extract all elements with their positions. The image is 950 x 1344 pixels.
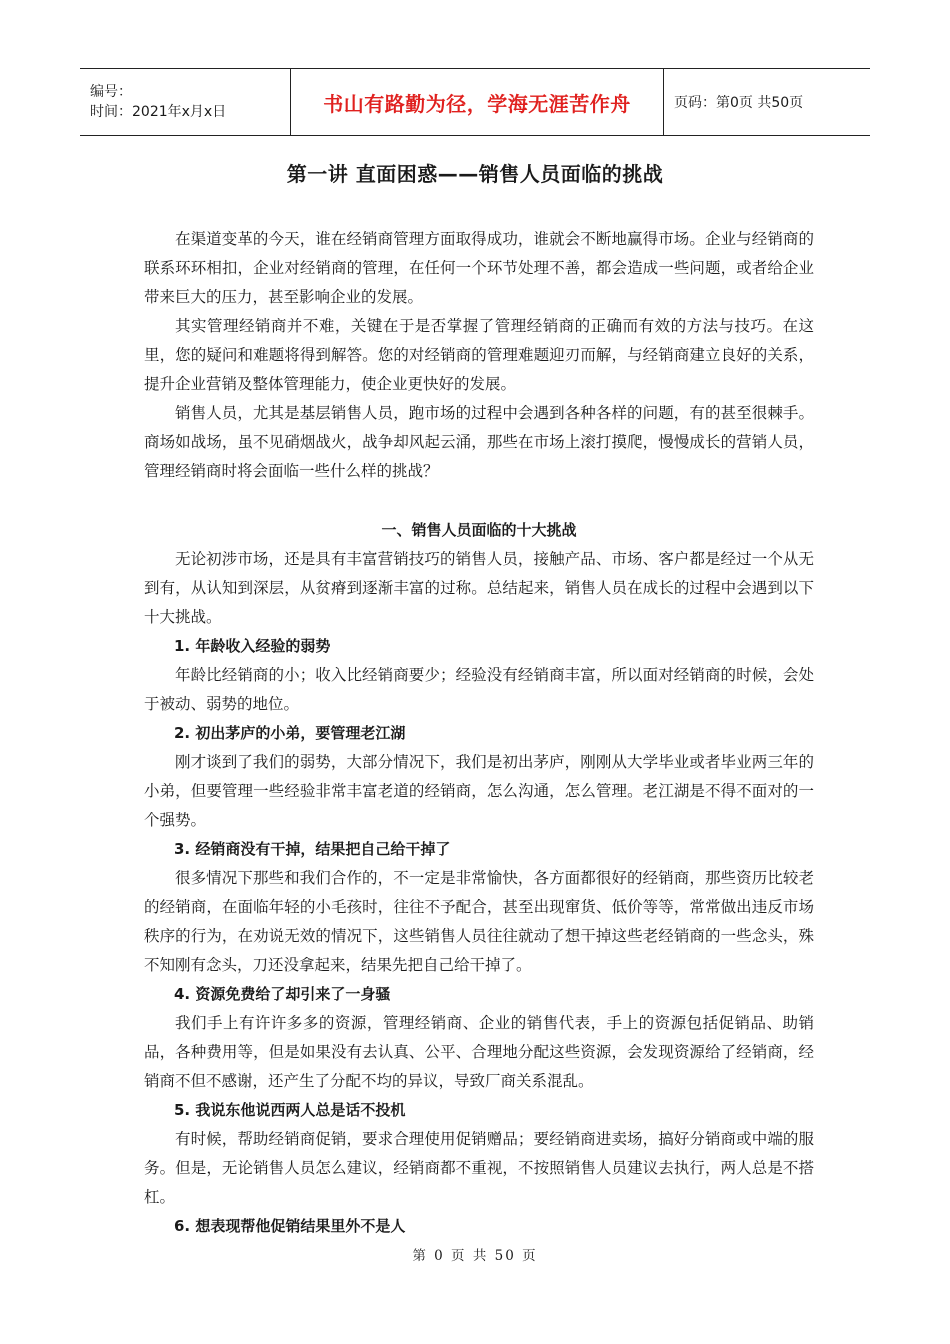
header-motto: 书山有路勤为径，学海无涯苦作舟 <box>291 69 664 136</box>
challenge-body: 年龄比经销商的小；收入比经销商要少；经验没有经销商丰富，所以面对经销商的时候，会处于被动、弱势的地位。 <box>144 666 814 713</box>
document-body <box>144 225 814 1241</box>
intro-paragraph: 在渠道变革的今天，谁在经销商管理方面取得成功，谁就会不断地赢得市场。企业与经销商的联系环环相扣，企业对经销商的管理，在任何一个环节处理不善，都会造成一些问题，或者给企业带来巨大的压力，甚至影响企业的发展。 <box>144 230 814 306</box>
challenge-heading: 1. 年龄收入经验的弱势 <box>174 637 331 655</box>
header-page-number: 页码：第0页 共50页 <box>664 69 871 136</box>
challenge-body: 刚才谈到了我们的弱势，大部分情况下，我们是初出茅庐，刚刚从大学毕业或者毕业两三年的小弟，但要管理一些经验非常丰富老道的经销商，怎么沟通，怎么管理。老江湖是不得不面对的一个强势。 <box>144 753 814 829</box>
challenge-body: 很多情况下那些和我们合作的，不一定是非常愉快，各方面都很好的经销商，那些资历比较老的经销商，在面临年轻的小毛孩时，往往不予配合，甚至出现窜货、低价等等，常常做出违反市场秩序的行为，在劝说无效的情况下，这些销售人员往往就动了想干掉这些老经销商的一些念头，殊不知刚有念头，刀还没拿起来，结果先把自己给干掉了。 <box>144 869 814 974</box>
page-title: 第一讲 直面困惑——销售人员面临的挑战 <box>286 162 664 186</box>
page-footer: 第 0 页 共 50 页 <box>412 1248 538 1264</box>
challenge-heading: 6. 想表现帮他促销结果里外不是人 <box>174 1217 406 1235</box>
header-meta <box>80 69 291 136</box>
document-date: 时间：2021年x月x日 <box>90 104 227 120</box>
challenge-body: 有时候，帮助经销商促销，要求合理使用促销赠品；要经销商进卖场，搞好分销商或中端的服务。但是，无论销售人员怎么建议，经销商都不重视，不按照销售人员建议去执行，两人总是不搭杠。 <box>144 1130 814 1206</box>
challenge-heading: 4. 资源免费给了却引来了一身骚 <box>174 985 391 1003</box>
challenge-heading: 3. 经销商没有干掉，结果把自己给干掉了 <box>174 840 451 858</box>
challenge-heading: 5. 我说东他说西两人总是话不投机 <box>174 1101 406 1119</box>
challenge-body: 我们手上有许许多多的资源，管理经销商、企业的销售代表，手上的资源包括促销品、助销品，各种费用等，但是如果没有去认真、公平、合理地分配这些资源，会发现资源给了经销商，经销商不但不感谢，还产生了分配不均的异议，导致厂商关系混乱。 <box>144 1014 814 1090</box>
document-number: 编号： <box>90 84 132 100</box>
section-heading: 一、销售人员面临的十大挑战 <box>381 521 577 539</box>
header-table <box>80 68 870 136</box>
section-lead-paragraph: 无论初涉市场，还是具有丰富营销技巧的销售人员，接触产品、市场、客户都是经过一个从无到有，从认知到深层，从贫瘠到逐渐丰富的过称。总结起来，销售人员在成长的过程中会遇到以下十大挑战。 <box>144 550 814 626</box>
challenge-heading: 2. 初出茅庐的小弟，要管理老江湖 <box>174 724 406 742</box>
intro-paragraph: 销售人员，尤其是基层销售人员，跑市场的过程中会遇到各种各样的问题，有的甚至很棘手。商场如战场，虽不见硝烟战火，战争却风起云涌，那些在市场上滚打摸爬，慢慢成长的营销人员，管理经销商时将会面临一些什么样的挑战？ <box>144 404 814 480</box>
intro-paragraph: 其实管理经销商并不难，关键在于是否掌握了管理经销商的正确而有效的方法与技巧。在这里，您的疑问和难题将得到解答。您的对经销商的管理难题迎刃而解，与经销商建立良好的关系，提升企业营销及整体管理能力，使企业更快好的发展。 <box>144 317 814 393</box>
